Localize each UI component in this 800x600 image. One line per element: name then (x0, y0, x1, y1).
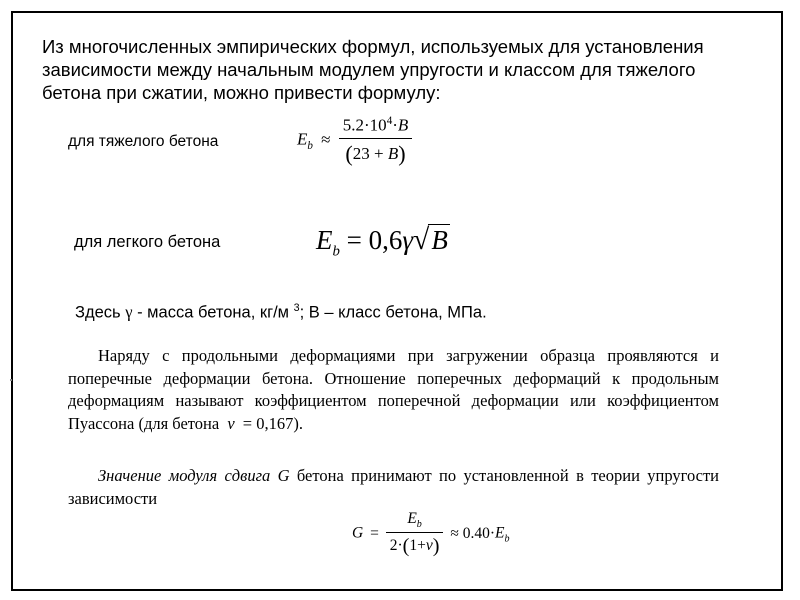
intro-text: Из многочисленных эмпирических формул, используемых для установления зависимости между начальным модулем упругости и классом для тяжелого бетона при сжатии, можно привести формулу: (42, 36, 704, 103)
heavy-numerator: $5.2\cdot 10^4\cdot B$ (339, 115, 413, 139)
light-lhs: E (316, 225, 333, 255)
heavy-denominator: (23 + B) (345, 140, 406, 166)
light-formula: $E_b = 0,6\gamma√B$ (316, 224, 448, 260)
stray-dot (10, 379, 12, 381)
heavy-formula: $E_b$ ≈ $\frac{5.2\cdot 10^4\cdot B}{(23 + B)}$ (297, 115, 412, 167)
shear-modulus-formula: G = $\frac{E_b}{2\cdot(1+\nu)}$ ≈ $0.40\cdot E_b$ (352, 510, 510, 558)
heavy-fraction (339, 115, 413, 167)
shear-fraction: $\frac{E_b}{2\cdot(1+\nu)}$ (386, 510, 444, 558)
shear-modulus-paragraph: Значение модуля сдвига G бетона принимают по установленной в теории упругости зависимости (68, 466, 720, 508)
heavy-lhs: E (297, 129, 308, 149)
heavy-concrete-label: для тяжелого бетона (68, 133, 219, 150)
light-concrete-label: для легкого бетона (74, 233, 221, 251)
poisson-paragraph: Наряду с продольными деформациями при загружении образца проявляются и поперечные деформации бетона. Отношение поперечных деформаций к продольным деформациям называют коэффициентом поперечной деформации или коэффициентом Пуассона (для бетона ν = 0,167). (68, 346, 719, 433)
variables-note: Здесь γ - масса бетона, кг/м $^3$; В – класс бетона, МПа. (75, 302, 487, 322)
